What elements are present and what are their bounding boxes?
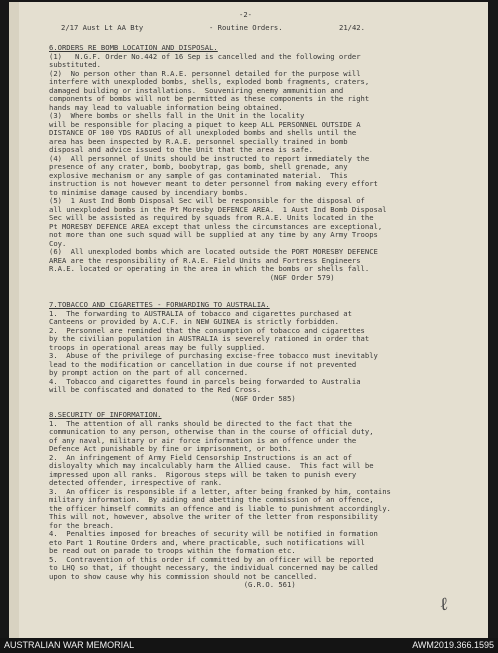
archive-footer [0, 638, 498, 653]
archive-name: AUSTRALIAN WAR MEMORIAL [4, 640, 135, 650]
body-line: 4. Tobacco and cigarettes found in parcels being forwarded to Australia [49, 376, 361, 386]
order-number: 21/42. [339, 23, 365, 32]
body-line: communication to any person, otherwise than in the course of official duty, [49, 427, 374, 436]
body-line: Pt MORESBY DEFENCE AREA except that unless the circumstances are exceptional, [49, 221, 383, 231]
body-line: (4) All personnel of Units should be instructed to report immediately the [49, 153, 370, 163]
body-line: (1) N.G.F. Order No.442 of 16 Sep is cancelled and the following order [49, 51, 361, 61]
body-line: detected offender, irrespective of rank. [49, 478, 223, 487]
body-line: 3. Abuse of the privilege of purchasing excise-free tobacco must inevitably [49, 351, 378, 360]
body-line: R.A.E. located or operating in the area in which the bombs or shells fall. [49, 264, 370, 273]
body-line: DISTANCE OF 100 YDS RADIUS of all unexploded bombs and shells until the [49, 128, 357, 137]
body-line: (5) 1 Aust Ind Bomb Disposal Sec will be responsible for the disposal of [49, 196, 365, 205]
body-line: for the breach. [49, 520, 114, 530]
body-line: area has been inspected by R.A.E. personnel specially trained in bomb [49, 136, 348, 146]
signature: ℓ [437, 593, 450, 616]
body-line: the officer himself commits an offence and is liable to punishment accordingly. [49, 503, 391, 513]
document-title: - Routine Orders. [209, 23, 283, 32]
body-line: substituted. [49, 60, 101, 69]
body-line: all unexploded bombs in the Pt Moresby DEFENCE AREA. 1 Aust Ind Bomb Disposal [49, 204, 387, 214]
body-line: impressed upon all ranks. Rigorous steps will be taken to punish every [49, 469, 357, 479]
body-line: Sec will be assisted as required by squads from R.A.E. Units located in the [49, 213, 374, 222]
body-line: by prompt action on the part of all concerned. [49, 368, 249, 377]
body-line: instruction is not however meant to deter personnel from making every effort [49, 179, 378, 188]
body-line: explosive mechanism or any sample of gas contaminated material. This [49, 170, 348, 180]
body-line: will be confiscated and donated to the Red Cross. [49, 385, 262, 394]
body-line: damaged building or installations. Souveniring enemy ammunition and [49, 85, 344, 95]
body-line: disloyalty which may incalculably harm the Allied cause. This fact will be [49, 461, 374, 470]
body-line: upon to show cause why his commission should not be cancelled. [49, 571, 318, 581]
body-line: (G.R.O. 561) [49, 580, 296, 589]
body-line: This will not, however, absolve the writer of the letter from responsibility [49, 512, 378, 521]
body-line: (6) All unexploded bombs which are located outside the PORT MORESBY DEFENCE [49, 247, 378, 256]
body-line: (3) Where bombs or shells fall in the Unit in the locality [49, 111, 305, 120]
body-line: components of bombs will not be permitted as these components in the right [49, 94, 370, 103]
body-line: 1. The forwarding to AUSTRALIA of tobacco and cigarettes purchased at [49, 308, 352, 318]
body-line: 4. Penalties imposed for breaches of security will be notified in formation [49, 529, 378, 538]
section-heading: 8.SECURITY OF INFORMATION. [49, 410, 162, 419]
body-line: 3. An officer is responsible if a letter, after being franked by him, contains [49, 486, 391, 496]
body-line: (NGF Order 579) [49, 272, 335, 282]
binding-margin [9, 2, 19, 638]
body-line: to LHQ so that, if thought necessary, the individual concerned may be called [49, 563, 378, 572]
page-number: -2- [239, 10, 252, 19]
body-line: will be responsible for placing a piquet to keep ALL PERSONNEL OUTSIDE A [49, 119, 361, 129]
body-line: lead to the modification or cancellation in due course if not prevented [49, 359, 357, 369]
body-line: military information. By aiding and abetting the commission of an offence, [49, 495, 374, 504]
body-line: (NGF Order 585) [49, 393, 296, 403]
archive-reference: AWM2019.366.1595 [412, 640, 494, 650]
body-line: hands may lead to valuable information being obtained. [49, 102, 283, 112]
unit-name: 2/17 Aust Lt AA Bty [61, 23, 144, 32]
body-line: by the civilian population in AUSTRALIA is severely rationed in order that [49, 334, 370, 343]
body-line: 2. Personnel are reminded that the consumption of tobacco and cigarettes [49, 325, 365, 335]
body-line: 1. The attention of all ranks should be directed to the fact that the [49, 418, 352, 428]
body-line: (2) No person other than R.A.E. personnel detailed for the purpose will [49, 68, 361, 78]
document-page [9, 2, 488, 638]
body-line: Canteens or provided by A.C.F. in NEW GUINEA is strictly forbidden. [49, 317, 339, 326]
body-line: to minimise damage caused by incendiary bombs. [49, 187, 249, 197]
body-line: Defence Act punishable by fine or imprisonment, or both. [49, 444, 292, 453]
body-line: be read out on parade to troops within the formation etc. [49, 546, 296, 555]
body-line: presence of any crater, bomb, boobytrap, gas bomb, shell grenade, any [49, 162, 348, 171]
body-line: 5. Contravention of this order if committed by an officer will be reported [49, 554, 374, 564]
body-line: not more than one such squad will be supplied at any time by any Army Troops [49, 230, 378, 239]
body-line: Coy. [49, 238, 67, 248]
body-line: interfere with unexploded bombs, shells, exploded bomb fragments, craters, [49, 77, 370, 86]
section-heading: 6.ORDERS RE BOMB LOCATION AND DISPOSAL. [49, 43, 218, 52]
body-line: AREA are the responsibility of R.A.E. Field Units and Fortress Engineers [49, 255, 361, 265]
body-line: of any naval, military or air force information is an offence under the [49, 435, 357, 445]
body-line: eto Part 1 Routine Orders and, where practicable, such notifications will [49, 537, 365, 547]
body-line: disposal and advice issued to the Unit that the area is safe. [49, 145, 313, 154]
section-heading: 7.TOBACCO AND CIGARETTES - FORWARDING TO AUSTRALIA. [49, 300, 270, 309]
body-line: troops in operational areas may be fully supplied. [49, 342, 266, 352]
body-line: 2. An infringement of Army Field Censorship Instructions is an act of [49, 452, 352, 462]
